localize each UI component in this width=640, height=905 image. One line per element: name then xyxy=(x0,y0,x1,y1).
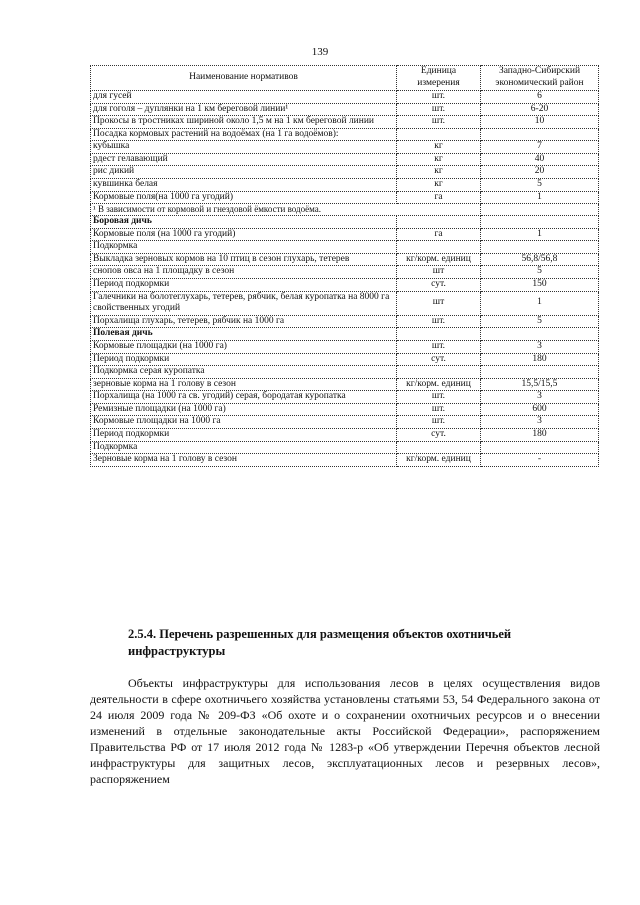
table-row xyxy=(91,353,599,366)
unit-cell: кг xyxy=(397,166,481,179)
norm-name-cell: кувшинка белая xyxy=(91,179,397,192)
table-row xyxy=(91,179,599,192)
unit-cell: кг xyxy=(397,153,481,166)
table-row xyxy=(91,116,599,129)
unit-cell: шт. xyxy=(397,116,481,129)
table-row xyxy=(91,216,599,229)
unit-cell: га xyxy=(397,191,481,204)
table-row xyxy=(91,91,599,104)
value-cell: 3 xyxy=(481,391,599,404)
norm-name-cell: Зерновые корма на 1 голову в сезон xyxy=(91,454,397,467)
value-cell: 3 xyxy=(481,416,599,429)
table-row xyxy=(91,128,599,141)
norm-name-cell: Кормовые поля (на 1000 га угодий) xyxy=(91,228,397,241)
value-cell: 5 xyxy=(481,266,599,279)
unit-cell xyxy=(397,128,481,141)
value-cell: 6 xyxy=(481,91,599,104)
table-row xyxy=(91,403,599,416)
norm-name-cell: Подкормка серая куропатка xyxy=(91,366,397,379)
norm-name-cell: для гусей xyxy=(91,91,397,104)
norm-name-cell: Кормовые поля(на 1000 га угодий) xyxy=(91,191,397,204)
norm-name-cell: рдест гелавающий xyxy=(91,153,397,166)
table-row xyxy=(91,103,599,116)
section-heading: 2.5.4. Перечень разрешенных для размещения объектов охотничьей инфраструктуры xyxy=(128,627,512,658)
table-header-row xyxy=(91,66,599,91)
unit-cell xyxy=(397,216,481,229)
value-cell xyxy=(481,216,599,229)
value-cell: 40 xyxy=(481,153,599,166)
value-cell xyxy=(481,241,599,254)
unit-cell: кг xyxy=(397,141,481,154)
unit-cell: шт. xyxy=(397,315,481,328)
table-row xyxy=(91,204,599,216)
value-cell: 180 xyxy=(481,353,599,366)
unit-cell: шт. xyxy=(397,91,481,104)
norm-name-cell: ¹ В зависимости от кормовой и гнездовой ёмкости водоёма. xyxy=(91,204,481,216)
unit-cell: шт. xyxy=(397,403,481,416)
table-body xyxy=(91,91,599,467)
table-row xyxy=(91,141,599,154)
value-cell xyxy=(481,204,599,216)
value-cell: 5 xyxy=(481,315,599,328)
value-cell: 7 xyxy=(481,141,599,154)
table-row xyxy=(91,378,599,391)
value-cell: 1 xyxy=(481,291,599,315)
value-cell: 1 xyxy=(481,228,599,241)
norm-name-cell: Выкладка зерновых кормов на 10 птиц в сезон глухарь, тетерев xyxy=(91,253,397,266)
value-cell: 10 xyxy=(481,116,599,129)
table-row xyxy=(91,266,599,279)
table-row xyxy=(91,153,599,166)
norm-name-cell: для гоголя – дуплянки на 1 км береговой линии¹ xyxy=(91,103,397,116)
value-cell: 600 xyxy=(481,403,599,416)
table-row xyxy=(91,441,599,454)
norms-table xyxy=(90,65,599,467)
norm-name-cell: Подкормка xyxy=(91,241,397,254)
unit-cell: шт. xyxy=(397,340,481,353)
table-row xyxy=(91,279,599,292)
norm-name-cell: кубышка xyxy=(91,141,397,154)
header-norm-name: Наименование нормативов xyxy=(91,66,397,91)
table-row xyxy=(91,416,599,429)
body-paragraph: Объекты инфраструктуры для использования лесов в целях осуществления видов деятельности в сфере охотничьего хозяйства установлены статьями 53, 54 Федерального закона от 24 июля 2009 года № 209-ФЗ «Об охоте и о сохранении охотничьих ресурсов и о внесении изменений в отдельные законодательные акты Российской Федерации», распоряжением Правительства РФ от 17 июля 2012 года № 1283-р «Об утверждении Перечня объектов лесной инфраструктуры для защитных лесов, эксплуатационных лесов и резервных лесов», распоряжением xyxy=(90,676,600,786)
unit-cell: сут. xyxy=(397,279,481,292)
unit-cell: сут. xyxy=(397,429,481,442)
header-region: Западно-Сибирский экономический район xyxy=(481,66,599,91)
table-row xyxy=(91,315,599,328)
norm-name-cell: Ремизные площадки (на 1000 га) xyxy=(91,403,397,416)
norm-name-cell: Период подкормки xyxy=(91,279,397,292)
value-cell xyxy=(481,441,599,454)
unit-cell: сут. xyxy=(397,353,481,366)
unit-cell: кг/корм. единиц xyxy=(397,454,481,467)
unit-cell: га xyxy=(397,228,481,241)
table-row xyxy=(91,241,599,254)
norm-name-cell: Боровая дичь xyxy=(91,216,397,229)
table-row xyxy=(91,340,599,353)
norm-name-cell: Порхалища (на 1000 га св. угодий) серая, бородатая куропатка xyxy=(91,391,397,404)
value-cell: 15,5/15,5 xyxy=(481,378,599,391)
value-cell: 6-20 xyxy=(481,103,599,116)
unit-cell: кг xyxy=(397,179,481,192)
table-row xyxy=(91,454,599,467)
value-cell: 56,8/56,8 xyxy=(481,253,599,266)
table-row xyxy=(91,166,599,179)
unit-cell: шт xyxy=(397,266,481,279)
header-unit: Единица измерения xyxy=(397,66,481,91)
table-row xyxy=(91,253,599,266)
unit-cell: кг/корм. единиц xyxy=(397,378,481,391)
norm-name-cell: Период подкормки xyxy=(91,429,397,442)
table-row xyxy=(91,366,599,379)
norm-name-cell: Порхалища глухарь, тетерев, рябчик на 1000 га xyxy=(91,315,397,328)
value-cell: - xyxy=(481,454,599,467)
value-cell: 180 xyxy=(481,429,599,442)
unit-cell xyxy=(397,366,481,379)
norm-name-cell: Посадка кормовых растений на водоёмах (на 1 га водоёмов): xyxy=(91,128,397,141)
value-cell: 20 xyxy=(481,166,599,179)
unit-cell: шт xyxy=(397,291,481,315)
page-number: 139 xyxy=(311,46,329,58)
norm-name-cell: Галечники на болотеглухарь, тетерев, рябчик, белая куропатка на 8000 га свойственных угодий xyxy=(91,291,397,315)
norm-name-cell: Подкормка xyxy=(91,441,397,454)
unit-cell: шт. xyxy=(397,391,481,404)
value-cell xyxy=(481,366,599,379)
table-row xyxy=(91,328,599,341)
table-row xyxy=(91,191,599,204)
table-row xyxy=(91,429,599,442)
unit-cell: кг/корм. единиц xyxy=(397,253,481,266)
value-cell: 150 xyxy=(481,279,599,292)
unit-cell xyxy=(397,241,481,254)
norm-name-cell: рис дикий xyxy=(91,166,397,179)
unit-cell xyxy=(397,441,481,454)
norm-name-cell: зерновые корма на 1 голову в сезон xyxy=(91,378,397,391)
value-cell: 1 xyxy=(481,191,599,204)
norm-name-cell: Кормовые площадки (на 1000 га) xyxy=(91,340,397,353)
table-row xyxy=(91,291,599,315)
value-cell xyxy=(481,328,599,341)
table-row xyxy=(91,391,599,404)
norm-name-cell: Прокосы в тростниках шириной около 1,5 м на 1 км береговой линии xyxy=(91,116,397,129)
norm-name-cell: Полевая дичь xyxy=(91,328,397,341)
norm-name-cell: Период подкормки xyxy=(91,353,397,366)
value-cell xyxy=(481,128,599,141)
unit-cell: шт. xyxy=(397,103,481,116)
table-row xyxy=(91,228,599,241)
unit-cell: шт. xyxy=(397,416,481,429)
norm-name-cell: Кормовые площадки на 1000 га xyxy=(91,416,397,429)
norm-name-cell: снопов овса на 1 площадку в сезон xyxy=(91,266,397,279)
value-cell: 5 xyxy=(481,179,599,192)
value-cell: 3 xyxy=(481,340,599,353)
unit-cell xyxy=(397,328,481,341)
